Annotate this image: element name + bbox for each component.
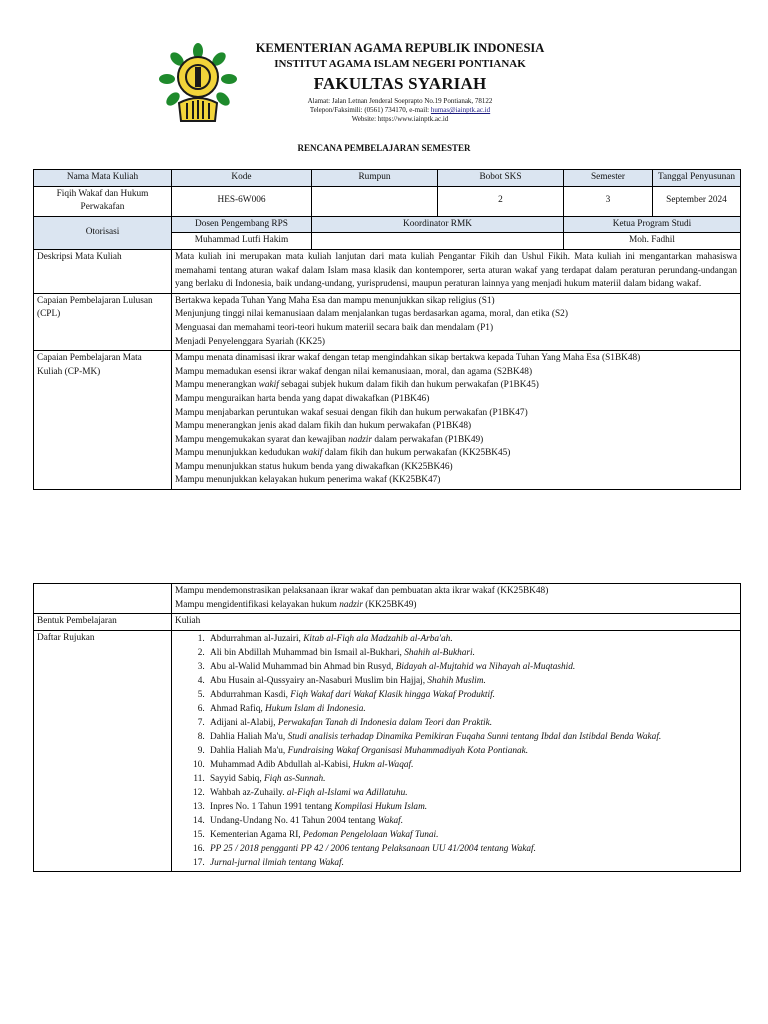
table-row bbox=[34, 351, 741, 490]
reference-item: 14. Undang-Undang No. 41 Tahun 2004 tentang Wakaf. bbox=[207, 814, 737, 828]
course-semester: 3 bbox=[564, 186, 653, 216]
rps-table-continued bbox=[33, 583, 741, 872]
developer-name: Muhammad Lutfi Hakim bbox=[172, 233, 312, 250]
table-row bbox=[34, 170, 741, 187]
rps-table bbox=[33, 169, 741, 490]
reference-item: 1. Abdurrahman al-Juzairi, Kitab al-Fiqh ala Madzahib al-Arba'ah. bbox=[207, 632, 737, 646]
references-list bbox=[175, 632, 737, 870]
references-cell bbox=[172, 630, 741, 871]
cpl-item: Bertakwa kepada Tuhan Yang Maha Esa dan mampu menunjukkan sikap religius (S1) bbox=[175, 295, 495, 306]
reference-item: 5. Abdurrahman Kasdi, Fiqh Wakaf dari Wakaf Klasik hingga Wakaf Produktif. bbox=[207, 688, 737, 702]
ministry-name: KEMENTERIAN AGAMA REPUBLIK INDONESIA bbox=[255, 41, 545, 55]
developer-label: Dosen Pengembang RPS bbox=[172, 216, 312, 233]
header-cluster: Rumpun bbox=[312, 170, 438, 187]
header-name: Nama Mata Kuliah bbox=[34, 170, 172, 187]
cpl-list bbox=[172, 293, 741, 350]
header-semester: Semester bbox=[564, 170, 653, 187]
cpl-item: Menjunjung tinggi nilai kemanusiaan dalam menjalankan tugas berdasarkan agama, moral, dan etika (S2) bbox=[175, 309, 568, 320]
reference-item: 9. Dahlia Haliah Ma'u, Fundraising Wakaf Organisasi Muhammadiyah Kota Pontianak. bbox=[207, 744, 737, 758]
table-row bbox=[34, 584, 741, 614]
reference-item: 17. Jurnal-jurnal ilmiah tentang Wakaf. bbox=[207, 856, 737, 870]
address-block bbox=[230, 97, 570, 124]
cpmk-list-continued bbox=[172, 584, 741, 614]
empty-label-cell bbox=[34, 584, 172, 614]
website-line: Website: https://www.iainptk.ac.id bbox=[351, 115, 449, 123]
reference-item: 7. Adijani al-Alabij, Perwakafan Tanah di Indonesia dalam Teori dan Praktik. bbox=[207, 716, 737, 730]
course-sks: 2 bbox=[438, 186, 564, 216]
faculty-name: FAKULTAS SYARIAH bbox=[313, 74, 487, 93]
description-label: Deskripsi Mata Kuliah bbox=[34, 249, 172, 293]
phone-line bbox=[230, 106, 570, 115]
head-name: Moh. Fadhil bbox=[564, 233, 741, 250]
table-row bbox=[34, 186, 741, 216]
table-row bbox=[34, 216, 741, 233]
reference-item: 10. Muhammad Adib Abdullah al-Kabisi, Hukm al-Waqaf. bbox=[207, 758, 737, 772]
cpmk-item: Mampu menunjukkan kedudukan wakif dalam fikih dan hukum perwakafan (KK25BK45) bbox=[175, 448, 511, 459]
coordinator-name bbox=[312, 233, 564, 250]
header-code: Kode bbox=[172, 170, 312, 187]
header-date: Tanggal Penyusunan bbox=[653, 170, 741, 187]
cpl-item: Menguasai dan memahami teori-teori hukum materiil secara baik dan mendalam (P1) bbox=[175, 322, 494, 333]
reference-item: 12. Wahbah az-Zuhaily. al-Fiqh al-Islami wa Adillatuhu. bbox=[207, 786, 737, 800]
course-code: HES-6W006 bbox=[172, 186, 312, 216]
kemenag-logo bbox=[157, 43, 239, 125]
cpl-label: Capaian Pembelajaran Lulusan (CPL) bbox=[34, 293, 172, 350]
cpmk-item: Mampu mengidentifikasi kelayakan hukum nadzir (KK25BK49) bbox=[175, 599, 417, 610]
table-row bbox=[34, 249, 741, 293]
header-sks: Bobot SKS bbox=[438, 170, 564, 187]
cpmk-item: Mampu menunjukkan kelayakan hukum penerima wakaf (KK25BK47) bbox=[175, 475, 441, 486]
authorization-label: Otorisasi bbox=[34, 216, 172, 249]
reference-item: 3. Abu al-Walid Muhammad bin Ahmad bin Rusyd, Bidayah al-Mujtahid wa Nihayah al-Muqtashid. bbox=[207, 660, 737, 674]
reference-item: 6. Ahmad Rafiq, Hukum Islam di Indonesia. bbox=[207, 702, 737, 716]
institute-name: INSTITUT AGAMA ISLAM NEGERI PONTIANAK bbox=[274, 58, 526, 70]
phone-text: Telepon/Faksimili: (0561) 734170, e-mail: bbox=[309, 106, 430, 114]
cpmk-item: Mampu menata dinamisasi ikrar wakaf dengan tetap mengindahkan sikap bertakwa kepada Tuhan Yang Maha Esa (S1BK48) bbox=[175, 353, 641, 364]
reference-item: 13. Inpres No. 1 Tahun 1991 tentang Kompilasi Hukum Islam. bbox=[207, 800, 737, 814]
cpmk-item: Mampu menjabarkan peruntukan wakaf sesuai dengan fikih dan hukum perwakafan (P1BK47) bbox=[175, 407, 528, 418]
cpmk-item: Mampu mendemonstrasikan pelaksanaan ikrar wakaf dan pembuatan akta ikrar wakaf (KK25BK48) bbox=[175, 586, 549, 596]
address-line: Alamat: Jalan Letnan Jenderal Soeprapto No.19 Pontianak, 78122 bbox=[307, 97, 493, 105]
coordinator-label: Koordinator RMK bbox=[312, 216, 564, 233]
cpmk-item: Mampu menerangkan jenis akad dalam fikih dan hukum perwakafan (P1BK48) bbox=[175, 421, 472, 432]
table-row bbox=[34, 293, 741, 350]
reference-item: 16. PP 25 / 2018 pengganti PP 42 / 2006 tentang Pelaksanaan UU 41/2004 tentang Wakaf. bbox=[207, 842, 737, 856]
course-name: Fiqih Wakaf dan Hukum Perwakafan bbox=[34, 186, 172, 216]
course-date: September 2024 bbox=[653, 186, 741, 216]
cpmk-item: Mampu menguraikan harta benda yang dapat diwakafkan (P1BK46) bbox=[175, 393, 430, 404]
reference-item: 11. Sayyid Sabiq, Fiqh as-Sunnah. bbox=[207, 772, 737, 786]
head-label: Ketua Program Studi bbox=[564, 216, 741, 233]
description-text: Mata kuliah ini merupakan mata kuliah lanjutan dari mata kuliah Pengantar Fikih dan Ushul Fikih. Mata kuliah ini mengantarkan mahasiswa memahami tentang aturan wakaf dalam Islam masa klasik dan kontemporer, serta aturan wakaf yang terdapat dalam peraturan perundang-undangan yang berlaku di Indonesia, baik undang-undang, yurisprudensi, maupun peraturan lainnya yang menjadi hukum materiil dalam bidang wakaf. bbox=[172, 249, 741, 293]
document-title: RENCANA PEMBELAJARAN SEMESTER bbox=[297, 143, 471, 153]
table-row bbox=[34, 614, 741, 631]
reference-item: 4. Abu Husain al-Qussyairy an-Nasaburi Muslim bin Hajjaj, Shahih Muslim. bbox=[207, 674, 737, 688]
references-label: Daftar Rujukan bbox=[34, 630, 172, 871]
cpmk-item: Mampu mengemukakan syarat dan kewajiban nadzir dalam perwakafan (P1BK49) bbox=[175, 434, 484, 445]
table-row bbox=[34, 630, 741, 871]
reference-item: 15. Kementerian Agama RI, Pedoman Pengelolaan Wakaf Tunai. bbox=[207, 828, 737, 842]
email-link[interactable]: humas@iainptk.ac.id bbox=[430, 106, 491, 114]
cpmk-item: Mampu memadukan esensi ikrar wakaf dengan nilai kemanusiaan, moral, dan agama (S2BK48) bbox=[175, 366, 533, 377]
reference-item: 2. Ali bin Abdillah Muhammad bin Ismail al-Bukhari, Shahih al-Bukhari. bbox=[207, 646, 737, 660]
course-cluster bbox=[312, 186, 438, 216]
cpmk-list bbox=[172, 351, 741, 490]
cpmk-item: Mampu menunjukkan status hukum benda yang diwakafkan (KK25BK46) bbox=[175, 461, 453, 472]
reference-item: 8. Dahlia Haliah Ma'u, Studi analisis terhadap Dinamika Pemikiran Fuqaha Sunni tentang Ibdal dan Istibdal Benda Wakaf. bbox=[207, 730, 737, 744]
learning-form-value: Kuliah bbox=[172, 614, 741, 631]
cpl-item: Menjadi Penyelenggara Syariah (KK25) bbox=[175, 336, 325, 347]
cpmk-item: Mampu menerangkan wakif sebagai subjek hukum dalam fikih dan hukum perwakafan (P1BK45) bbox=[175, 380, 539, 391]
cpmk-label: Capaian Pembelajaran Mata Kuliah (CP-MK) bbox=[34, 351, 172, 490]
learning-form-label: Bentuk Pembelajaran bbox=[34, 614, 172, 631]
